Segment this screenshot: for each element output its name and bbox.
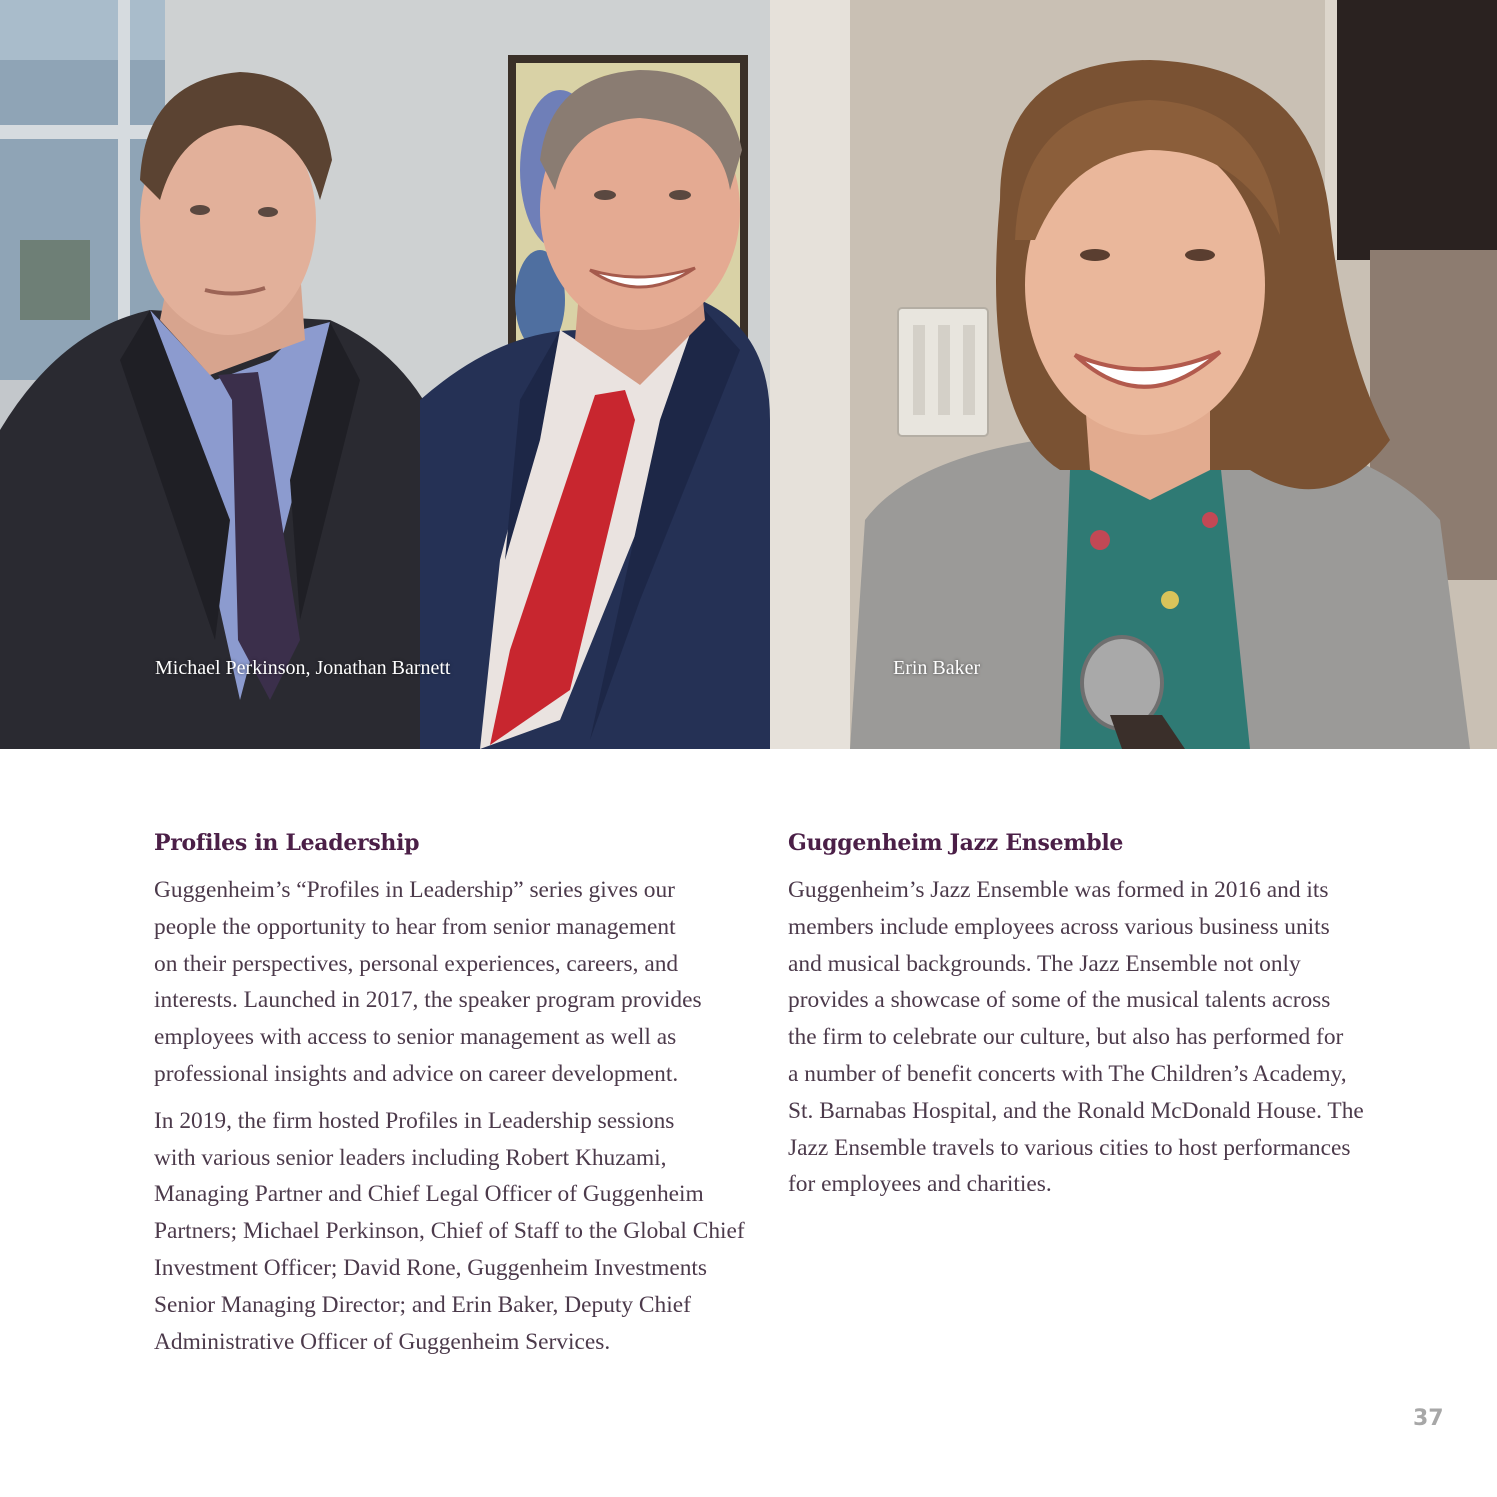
text-line: for employees and charities.	[788, 1171, 1052, 1198]
profiles-paragraph-1	[154, 872, 764, 1093]
text-line: Guggenheim’s “Profiles in Leadership” series gives our	[154, 877, 675, 903]
text-line: In 2019, the firm hosted Profiles in Leadership sessions	[154, 1107, 675, 1134]
text-line: the firm to celebrate our culture, but also has performed for	[788, 1024, 1344, 1051]
text-line: Administrative Officer of Guggenheim Services.	[154, 1328, 611, 1355]
text-line: provides a showcase of some of the musical talents across	[788, 987, 1331, 1014]
photo-erin-baker-illustration	[770, 0, 1497, 749]
text-line: Partners; Michael Perkinson, Chief of Staff to the Global Chief	[154, 1218, 745, 1245]
profiles-in-leadership-section	[154, 826, 764, 1370]
text-line: Investment Officer; David Rone, Guggenheim Investments	[154, 1254, 708, 1281]
text-line: professional insights and advice on career development.	[154, 1060, 679, 1087]
text-line: Managing Partner and Chief Legal Officer of Guggenheim	[154, 1181, 704, 1208]
text-line: and musical backgrounds. The Jazz Ensemble not only	[788, 950, 1301, 977]
photo-perkinson-barnett	[0, 0, 770, 749]
text-line: a number of benefit concerts with The Children’s Academy,	[788, 1060, 1347, 1087]
jazz-heading: Guggenheim Jazz Ensemble	[788, 830, 1124, 856]
profiles-heading: Profiles in Leadership	[154, 830, 420, 856]
jazz-ensemble-section	[788, 826, 1408, 1213]
text-line: Jazz Ensemble travels to various cities to host performances	[788, 1134, 1351, 1161]
page-number: 37	[1413, 1406, 1444, 1431]
text-line: people the opportunity to hear from senior management	[154, 913, 676, 940]
text-line: with various senior leaders including Robert Khuzami,	[154, 1144, 667, 1171]
photo-caption-left: Michael Perkinson, Jonathan Barnett	[155, 657, 451, 679]
photo-caption-right: Erin Baker	[893, 657, 981, 679]
text-line: employees with access to senior management as well as	[154, 1024, 677, 1051]
text-line: on their perspectives, personal experiences, careers, and	[154, 950, 679, 977]
text-line: St. Barnabas Hospital, and the Ronald McDonald House. The	[788, 1097, 1364, 1124]
text-line: interests. Launched in 2017, the speaker program provides	[154, 987, 702, 1014]
profiles-paragraph-2	[154, 1103, 764, 1361]
jazz-paragraph-1	[788, 872, 1408, 1203]
text-line: Guggenheim’s Jazz Ensemble was formed in 2016 and its	[788, 877, 1329, 903]
photo-perkinson-barnett-illustration	[0, 0, 770, 749]
text-line: members include employees across various business units	[788, 913, 1330, 940]
photo-erin-baker	[770, 0, 1497, 749]
text-line: Senior Managing Director; and Erin Baker, Deputy Chief	[154, 1291, 691, 1318]
